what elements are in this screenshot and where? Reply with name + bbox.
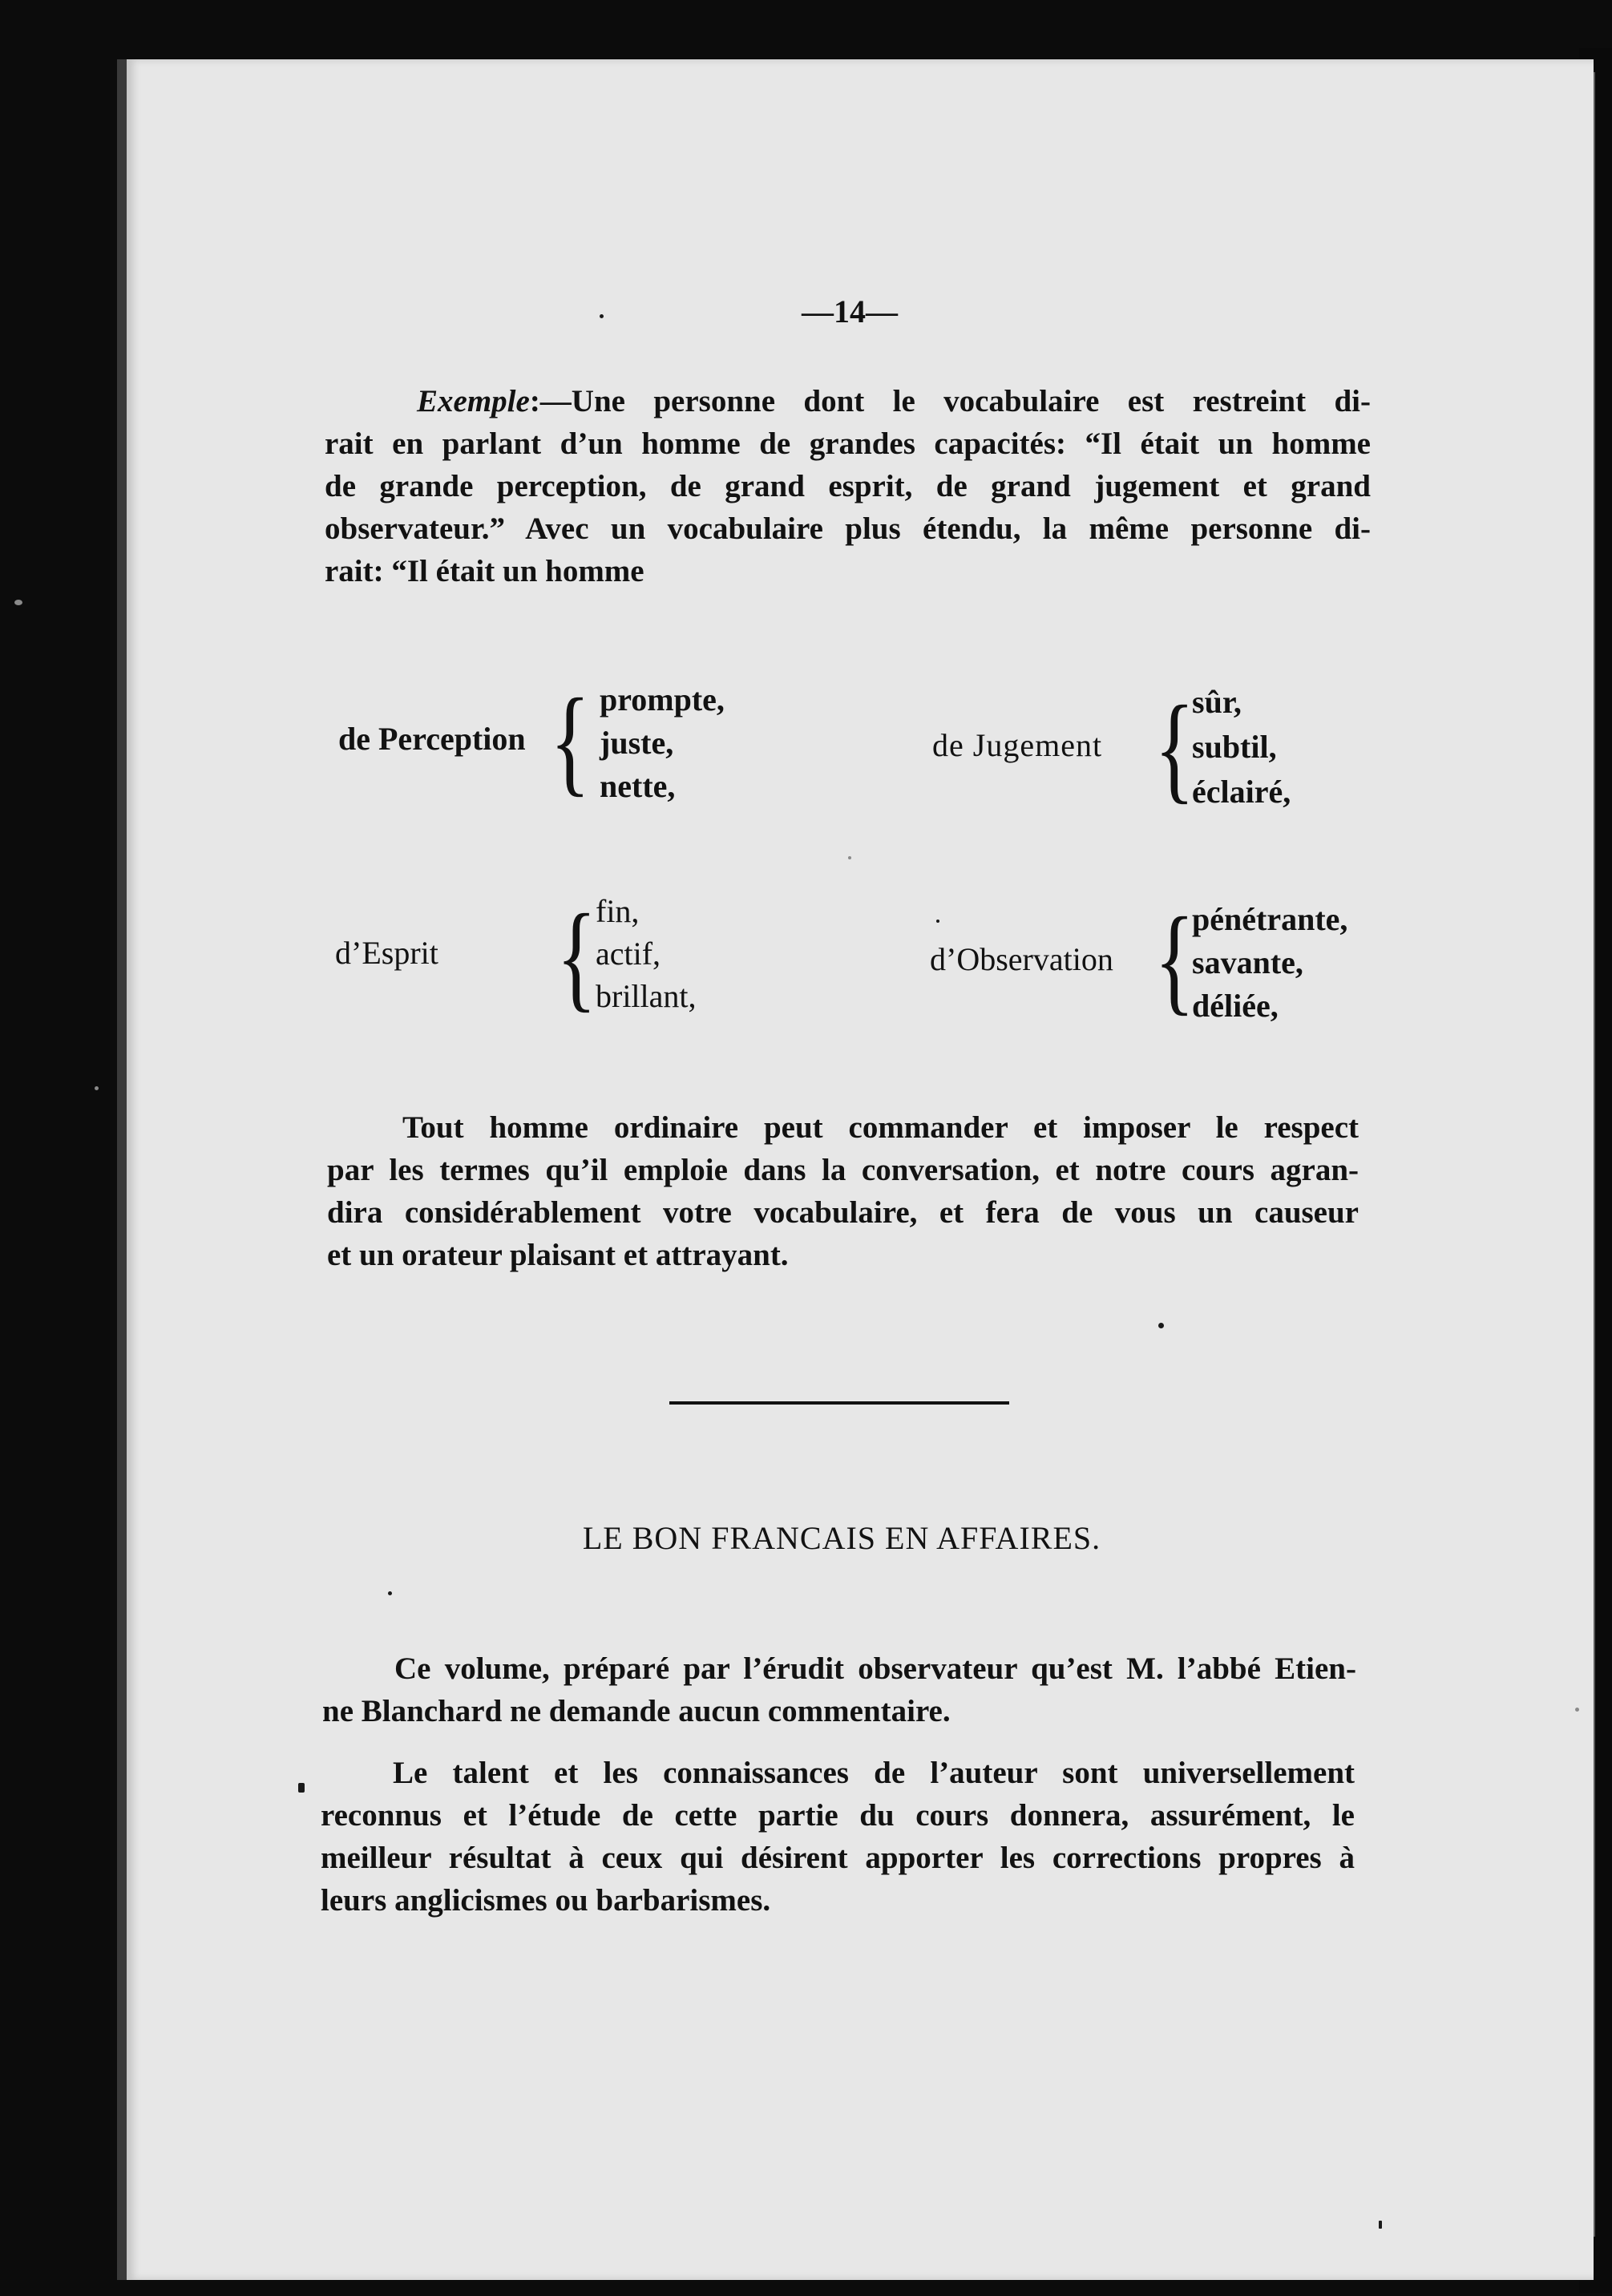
scan-speck <box>95 1086 99 1090</box>
paragraph-line: Le talent et les connaissances de l’auteur sont universellement <box>393 1756 1355 1790</box>
group-label-observation: d’Observation <box>930 941 1113 977</box>
intro-lead: Exemple <box>417 384 530 418</box>
paragraph-vocabulary <box>327 1106 1359 1276</box>
scan-speck <box>14 600 22 605</box>
brace-jugement: { <box>1154 681 1195 815</box>
intro-line-4: observateur.” Avec un vocabulaire plus étendu, la même personne di- <box>325 511 1371 546</box>
section-divider <box>669 1401 1009 1405</box>
option-item: fin, <box>596 893 640 929</box>
option-item: juste, <box>600 725 674 761</box>
paragraph-line: Tout homme ordinaire peut commander et imposer le respect <box>402 1110 1359 1145</box>
option-item: subtil, <box>1192 729 1277 765</box>
group-label-jugement: de Jugement <box>932 727 1103 763</box>
intro-paragraph <box>325 380 1371 592</box>
group-options-observation <box>1192 898 1347 1028</box>
section-heading: LE BON FRANCAIS EN AFFAIRES. <box>582 1520 1101 1556</box>
intro-line-1 <box>325 380 1371 422</box>
scan-speck <box>1575 1708 1579 1712</box>
option-item: nette, <box>600 768 676 804</box>
intro-line-5: rait: “Il était un homme <box>325 554 644 588</box>
group-options-jugement <box>1192 680 1291 815</box>
option-item: pénétrante, <box>1192 901 1348 937</box>
brace-observation: { <box>1154 893 1195 1026</box>
option-item: prompte, <box>600 681 725 718</box>
scan-speck <box>1158 1323 1164 1328</box>
paragraph-line: ne Blanchard ne demande aucun commentaire. <box>322 1694 951 1728</box>
intro-line-2: rait en parlant d’un homme de grandes capacités: “Il était un homme <box>325 426 1371 461</box>
scan-speck <box>298 1783 305 1793</box>
brace-esprit: { <box>556 890 597 1023</box>
option-item: savante, <box>1192 944 1303 980</box>
scan-speck <box>936 920 939 923</box>
scan-speck <box>1379 2221 1382 2229</box>
scan-speck <box>600 314 604 318</box>
paragraph-line: reconnus et l’étude de cette partie du cours donnera, assurément, le <box>321 1798 1355 1833</box>
paragraph-author <box>321 1752 1355 1922</box>
page-number: —14— <box>802 293 898 329</box>
option-item: sûr, <box>1192 684 1242 720</box>
scan-speck <box>848 856 851 859</box>
paragraph-line: leurs anglicismes ou barbarismes. <box>321 1883 771 1918</box>
paragraph-line: par les termes qu’il emploie dans la conversation, et notre cours agran- <box>327 1153 1359 1187</box>
paragraph-line: Ce volume, préparé par l’érudit observateur qu’est M. l’abbé Etien- <box>394 1651 1356 1686</box>
paragraph-line: dira considérablement votre vocabulaire, et fera de vous un causeur <box>327 1195 1359 1230</box>
scan-speck <box>388 1591 392 1595</box>
option-item: éclairé, <box>1192 774 1291 810</box>
paragraph-line: et un orateur plaisant et attrayant. <box>327 1238 789 1272</box>
brace-perception: { <box>550 674 591 807</box>
group-options-perception <box>600 678 725 808</box>
group-label-perception: de Perception <box>338 721 526 757</box>
group-label-esprit: d’Esprit <box>335 935 438 971</box>
paragraph-volume <box>322 1647 1356 1732</box>
option-item: actif, <box>596 936 661 972</box>
option-item: brillant, <box>596 978 697 1014</box>
option-item: déliée, <box>1192 988 1279 1024</box>
intro-line-1-text: :—Une personne dont le vocabulaire est restreint di- <box>529 384 1371 418</box>
group-options-esprit <box>596 890 697 1017</box>
paragraph-line: meilleur résultat à ceux qui désirent apporter les corrections propres à <box>321 1841 1355 1875</box>
intro-line-3: de grande perception, de grand esprit, de grand jugement et grand <box>325 469 1371 503</box>
